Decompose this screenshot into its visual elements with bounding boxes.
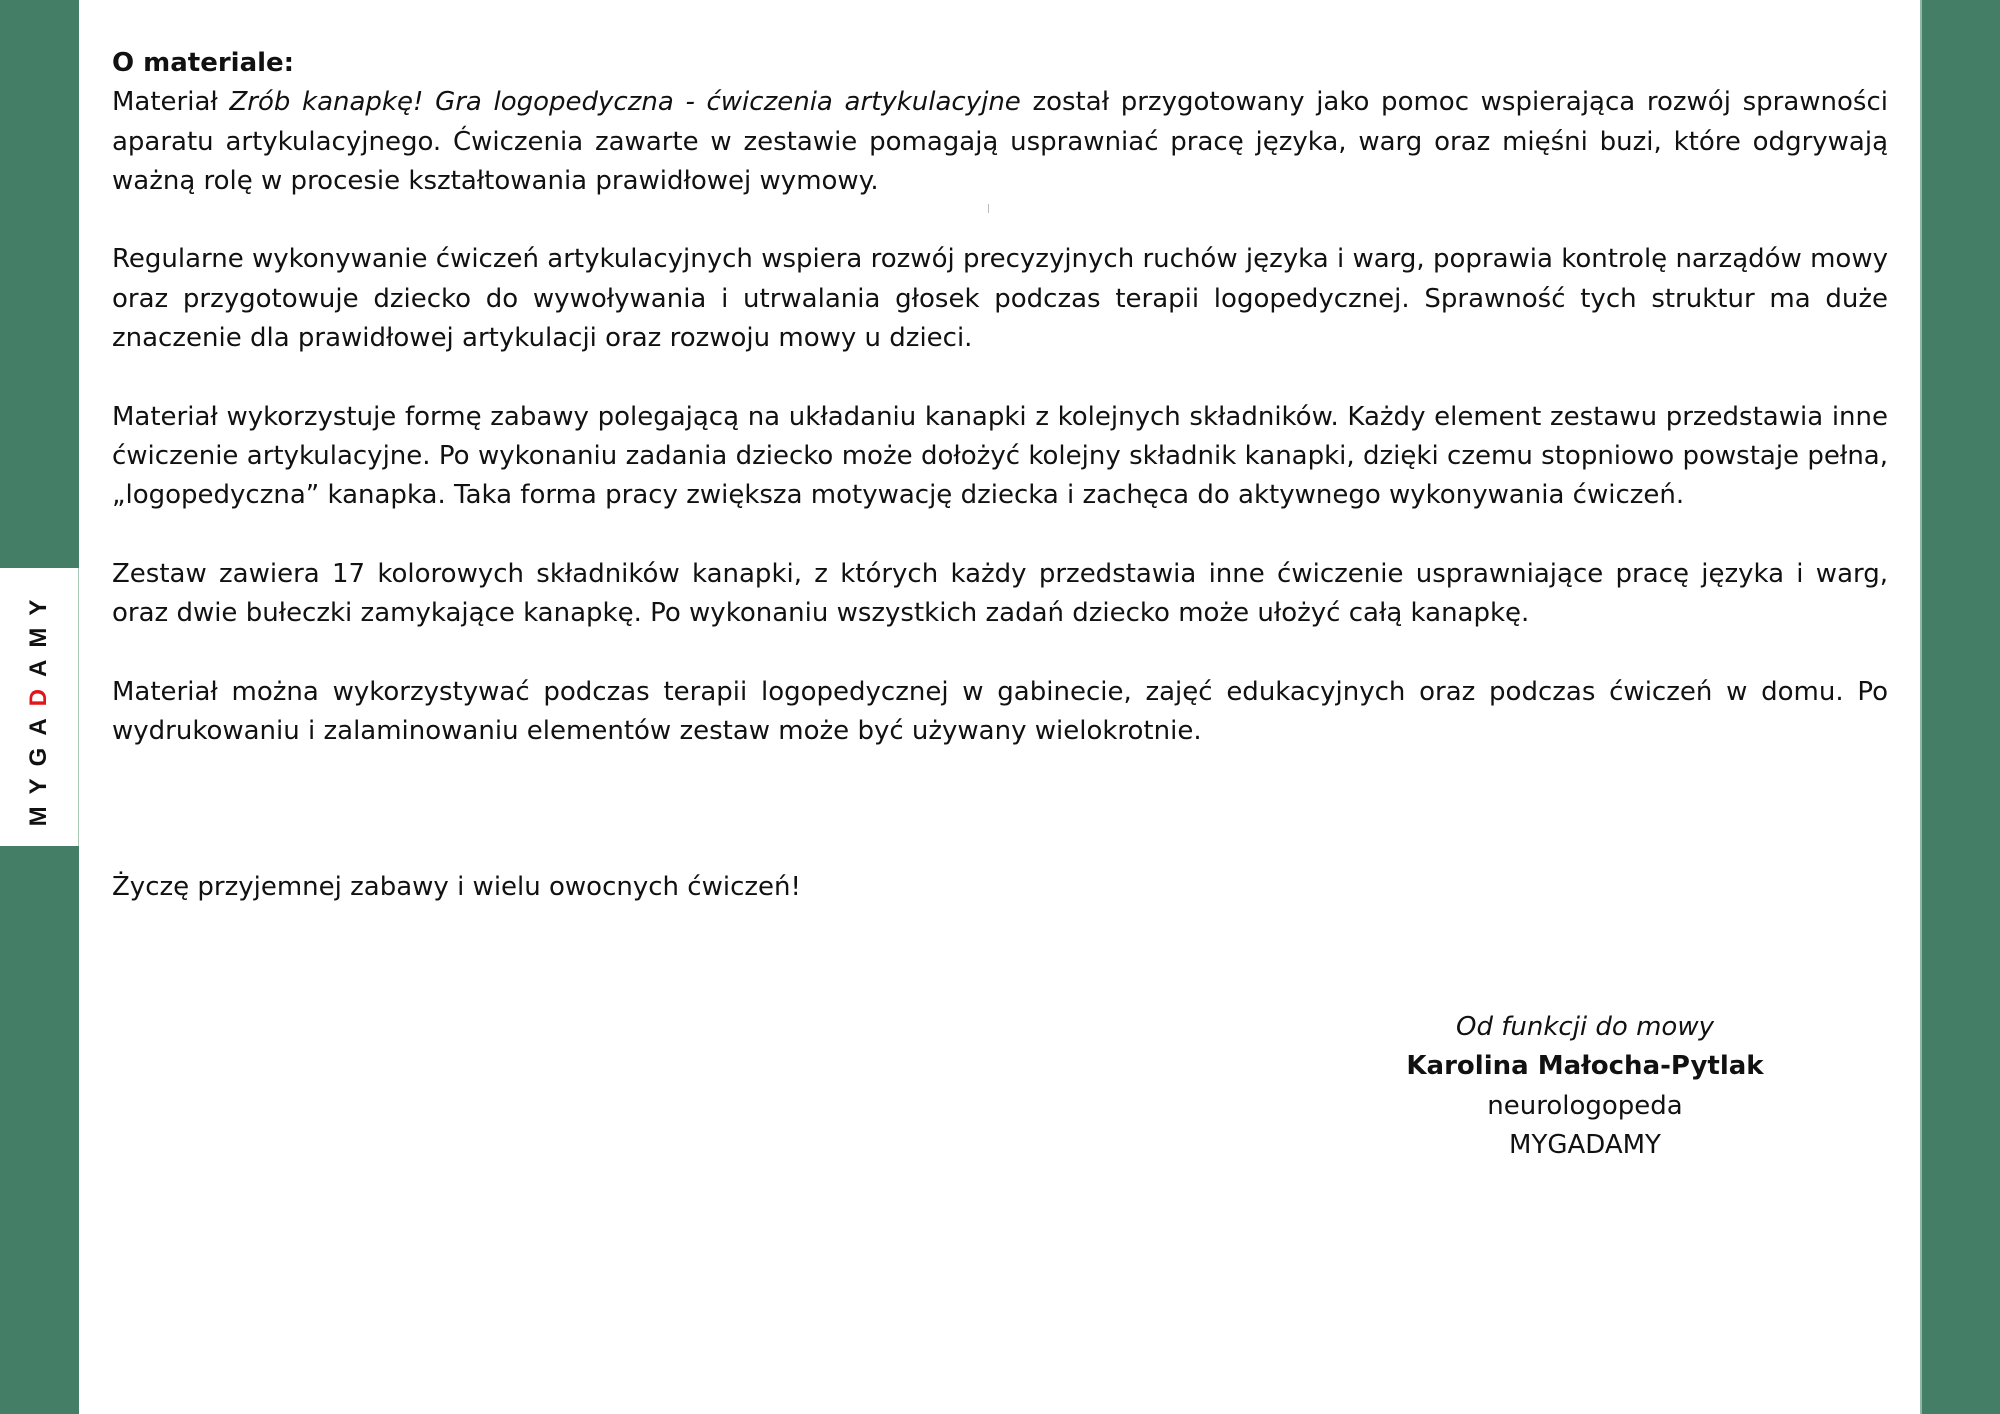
intro-paragraph (112, 83, 1888, 201)
brand-tab (0, 568, 79, 846)
right-sidebar (1920, 0, 2000, 1414)
paragraph: Zestaw zawiera 17 kolorowych składników kanapki, z których każdy przedstawia inne ćwiczenie usprawniające pracę języka i warg, oraz dwie bułeczki zamykające kanapkę. Po wykonaniu wszystkich zadań dziecko może ułożyć całą kanapkę. (112, 558, 1888, 629)
signature-company: MYGADAMY (1509, 1129, 1661, 1160)
material-title: Zrób kanapkę! Gra logopedyczna - ćwiczenia artykulacyjne (229, 87, 1021, 118)
section-heading: O materiale: (112, 48, 295, 78)
paragraph: Materiał można wykorzystywać podczas terapii logopedycznej w gabinecie, zajęć edukacyjnych oraz podczas ćwiczeń w domu. Po wydrukowaniu i zalaminowaniu elementów zestaw może być używany wielokrotnie. (112, 676, 1888, 747)
intro-suffix: został przygotowany jako pomoc wspierająca rozwój sprawności aparatu artykulacyjnego. Ćwiczenia zawarte w zestawie pomagają usprawniać pracę języka, warg oraz mięśni buzi, które odgrywają ważną rolę w procesie kształtowania prawidłowej wymowy. (112, 87, 1888, 196)
signature-role: neurologopeda (1487, 1090, 1683, 1121)
signature-block (1380, 1008, 1790, 1165)
intro-prefix: Materiał (112, 87, 230, 118)
brand-logo-part-2: AMY (25, 587, 52, 677)
paragraph: Materiał wykorzystuje formę zabawy polegającą na układaniu kanapki z kolejnych składników. Każdy element zestawu przedstawia inne ćwiczenie artykulacyjne. Po wykonaniu zadania dziecko może dołożyć kolejny składnik kanapki, dzięki czemu stopniowo powstaje pełna, „logopedyczna” kanapka. Taka forma pracy zwiększa motywację dziecka i zachęca do aktywnego wykonywania ćwiczeń. (112, 401, 1888, 511)
paragraph: Regularne wykonywanie ćwiczeń artykulacyjnych wspiera rozwój precyzyjnych ruchów języka i warg, poprawia kontrolę narządów mowy oraz przygotowuje dziecko do wywoływania i utrwalania głosek podczas terapii logopedycznej. Sprawność tych struktur ma duże znaczenie dla prawidłowej artykulacji oraz rozwoju mowy u dzieci. (112, 244, 1888, 354)
brand-logo-part-1: MYGA (25, 706, 52, 827)
document-body (112, 44, 1888, 791)
brand-logo-accent: D (25, 677, 52, 707)
left-sidebar (0, 0, 79, 1414)
greeting: Życzę przyjemnej zabawy i wielu owocnych ćwiczeń! (112, 872, 801, 902)
brand-logo (25, 588, 53, 827)
signature-name: Karolina Małocha-Pytlak (1406, 1051, 1764, 1082)
signature-tagline: Od funkcji do mowy (1456, 1012, 1714, 1042)
